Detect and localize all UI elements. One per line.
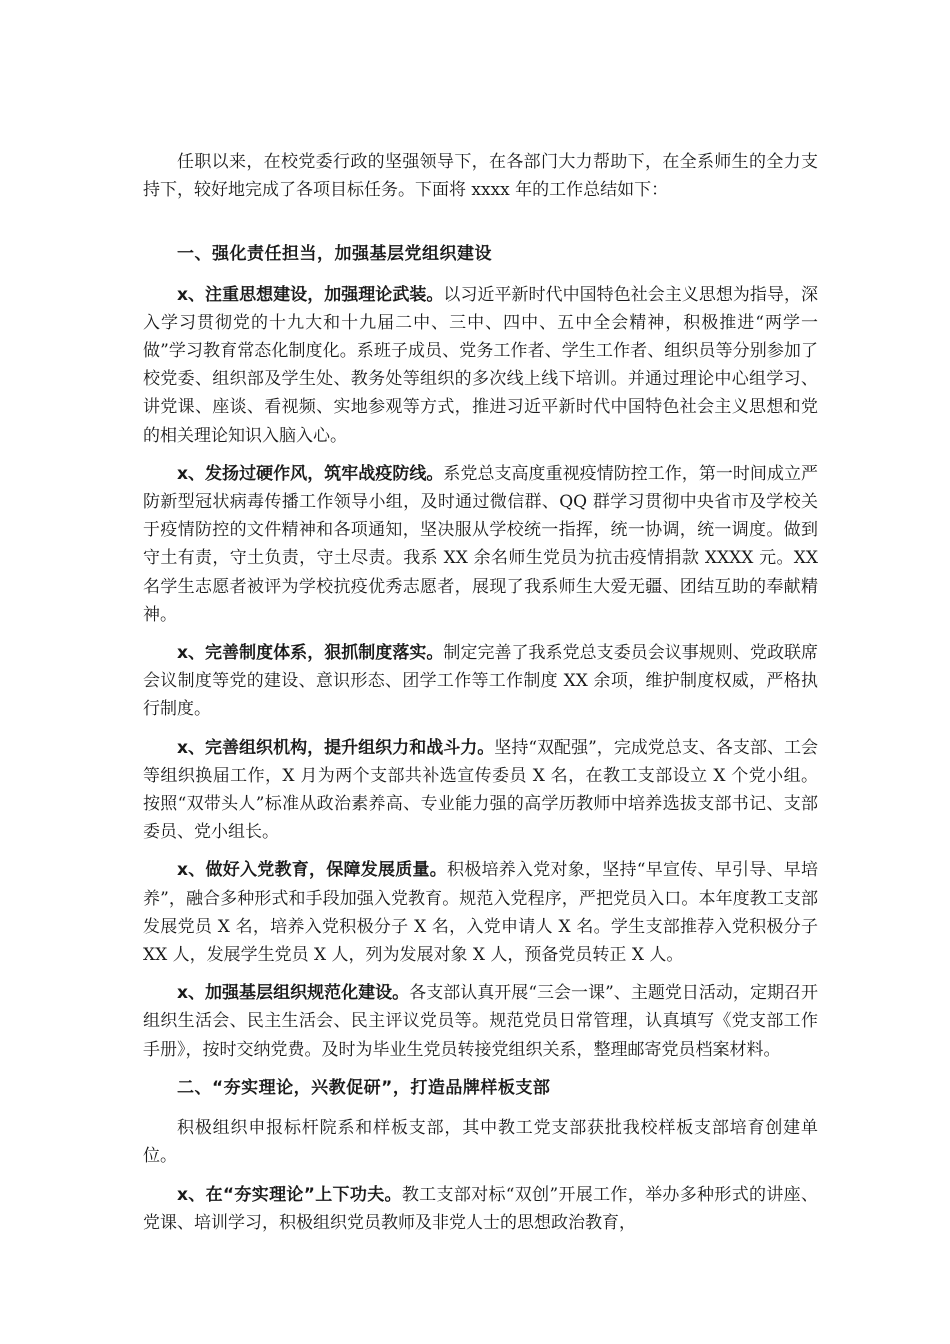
paragraph-lead: x、在“夯实理论”上下功夫。 [177,1184,402,1205]
intro-paragraph: 任职以来，在校党委行政的坚强领导下，在各部门大力帮助下，在全系师生的全力支持下，较好地完成了各项目标任务。下面将 xxxx 年的工作总结如下： [143,152,818,201]
section-heading-2: 二、“夯实理论，兴教促研”，打造品牌样板支部 [177,1077,551,1098]
paragraph-body: 积极培养入党对象，坚持“早宣传、早引导、早培养”，融合多种形式和手段加强入党教育。规范入党程序，严把党员入口。本年度教工支部发展党员 X 名，培养入党积极分子 X 名，入党申请人 X 名。学生支部推荐入党积极分子 XX 人，发展学生党员 X 人，列为发展对象 X 人，预备党员转正 X 人。 [143,860,818,966]
paragraph-body: 系党总支高度重视疫情防控工作，第一时间成立严防新型冠状病毒传播工作领导小组，及时通过微信群、QQ 群学习贯彻中央省市及学校关于疫情防控的文件精神和各项通知，坚决服从学校统一指挥，统一协调，统一调度。做到守土有责，守土负责，守土尽责。我系 XX 余名师生党员为抗击疫情捐款 XXXX 元。XX 名学生志愿者被评为学校抗疫优秀志愿者，展现了我系师生大爱无疆、团结互助的奉献精神。 [143,463,819,625]
paragraph-lead: x、注重思想建设，加强理论武装。 [177,284,444,305]
document-body [143,148,818,1247]
section1-paragraph-3 [143,639,818,724]
section1-paragraph-5 [143,856,818,969]
paragraph-body: 各支部认真开展“三会一课”、主题党日活动，定期召开组织生活会、民主生活会、民主评议党员等。规范党员日常管理，认真填写《党支部工作手册》，按时交纳党费。及时为毕业生党员转接党组织关系，整理邮寄党员档案材料。 [143,983,818,1060]
paragraph-lead: x、加强基层组织规范化建设。 [177,983,410,1004]
paragraph-lead: x、发扬过硬作风，筑牢战疫防线。 [177,463,444,484]
paragraph-lead: x、完善制度体系，狠抓制度落实。 [177,643,444,664]
paragraph-body: 坚持“双配强”，完成党总支、各支部、工会等组织换届工作，X 月为两个支部共补选宣传委员 X 名，在教工支部设立 X 个党小组。按照“双带头人”标准从政治素养高、专业能力强的高学历教师中培养选拔支部书记、支部委员、党小组长。 [143,737,818,843]
section1-paragraph-6 [143,979,818,1064]
section-heading-1: 一、强化责任担当，加强基层党组织建设 [177,244,492,265]
paragraph-body: 以习近平新时代中国特色社会主义思想为指导，深入学习贯彻党的十九大和十九届二中、三中、四中、五中全会精神，积极推进“两学一做”学习教育常态化制度化。系班子成员、党务工作者、学生工作者、组织员等分别参加了校党委、组织部及学生处、教务处等组织的多次线上线下培训。并通过理论中心组学习、讲党课、座谈、看视频、实地参观等方式，推进习近平新时代中国特色社会主义思想和党的相关理论知识入脑入心。 [143,284,819,446]
paragraph-body: 教工支部对标“双创”开展工作，举办多种形式的讲座、党课、培训学习，积极组织党员教师及非党人士的思想政治教育， [143,1184,818,1233]
section1-paragraph-4 [143,734,818,847]
section1-paragraph-1 [143,281,818,450]
paragraph-lead: x、完善组织机构，提升组织力和战斗力。 [177,737,495,758]
section1-paragraph-2 [143,460,818,629]
paragraph-body: 制定完善了我系党总支委员会议事规则、党政联席会议制度等党的建设、意识形态、团学工作等工作制度 XX 余项，维护制度权威，严格执行制度。 [143,643,819,720]
paragraph-lead: x、做好入党教育，保障发展质量。 [177,860,447,881]
section2-paragraph-1 [143,1181,818,1237]
section2-intro-paragraph: 积极组织申报标杆院系和样板支部，其中教工党支部获批我校样板支部培育创建单位。 [143,1118,818,1167]
